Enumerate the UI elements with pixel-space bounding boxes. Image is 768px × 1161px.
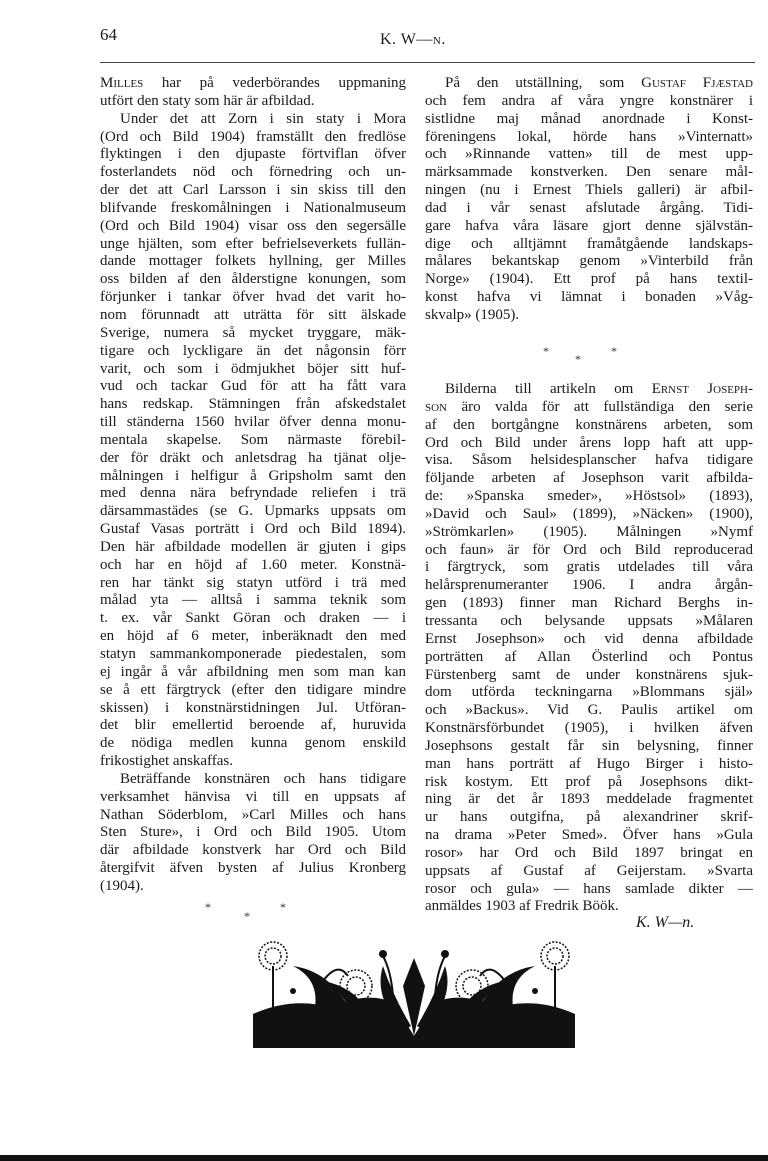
text-line: Beträffande konstnären och hans tidigare [120, 770, 406, 787]
text-line: vud och tackar Gud för att ha fått vara [100, 378, 406, 395]
text-line: (Ord och Bild 1904) framställt den fredlöse [100, 128, 406, 145]
text-line [100, 75, 406, 93]
text-line: och »Backus». Vid G. Paulis artikel om [425, 702, 753, 719]
dandelion-vignette-icon [253, 936, 575, 1048]
text-line: oss bilden af den ålderstigne konungen, som [100, 271, 406, 288]
text-line: de nödiga medlen kunna genom enskild [100, 735, 406, 752]
text-line: uppsats af Gustaf af Geijerstam. »Svarta [425, 862, 753, 879]
text-line: rosor» har Ord och Bild 1897 bringat en [425, 844, 753, 861]
text-line: Josephsons gestalt får sin belysning, finner [425, 737, 753, 754]
author-signature: K. W—n. [636, 914, 695, 931]
section-asterisk: * [280, 900, 286, 914]
text-line: Ernst Josephson» och vid denna afbildade [425, 630, 753, 647]
text-line: i färgtryck, som gratis utdelades till våra [425, 559, 753, 576]
text-line: och fem andra af våra yngre konstnärer i [425, 92, 753, 109]
text-line: man hans porträtt af Hugo Birger i histo- [425, 755, 753, 772]
text-line: tigare och lyckligare än det någonsin förr [100, 342, 406, 359]
text-line: hans redskap. Stämningen från afskedstalet [100, 396, 406, 413]
text-line: rosor och gula» — hans samlade dikter — [425, 880, 753, 897]
text-segment: har på vederbörandes uppmaning [143, 75, 406, 91]
text-line: konst hafva vi lämnat i bonaden »Våg- [425, 289, 753, 306]
text-line: varit, och som i ödmjukhet böjer sitt huf- [100, 360, 406, 377]
text-line: skissen) i konstnärstidningen Jul. Utföran- [100, 699, 406, 716]
text-line: »Strömkarlen» (1905). Målningen »Nymf [425, 523, 753, 540]
text-line: helårsprenumeranter 1906. I andra årgån- [425, 577, 753, 594]
text-line: Gustaf Vasas porträtt i Ord och Bild 1894). [100, 521, 406, 538]
text-line: flyktingen i den djupaste förtviflan öfver [100, 146, 406, 163]
text-segment: äro valda för att fullständiga den serie [447, 398, 753, 415]
text-line: Under det att Zorn i sin staty i Mora [120, 110, 406, 127]
page-number: 64 [100, 25, 117, 44]
text-line: verksamhet hänvisa vi till en uppsats af [100, 788, 406, 805]
text-line: och »Rinnande vatten» till de mest upp- [425, 146, 753, 163]
text-line: målningen i helfigur å Gripsholm samt den [100, 467, 406, 484]
text-line: gare hafva våra läsare gjort denne självstän- [425, 217, 753, 234]
text-line: sistlidne maj månad anordnade i Konst- [425, 110, 753, 127]
text-line: gen (1893) finner man Richard Berghs in- [425, 595, 753, 612]
text-line [425, 381, 753, 399]
text-line: Fürstenberg samt de under konstnärens sjuk- [425, 666, 753, 683]
running-head [380, 31, 446, 49]
text-line: fosterlandets nöd och förnedring och un- [100, 164, 406, 181]
text-line: återgifvit äfven bysten af Julius Kronberg [100, 860, 406, 877]
small-caps-name: son [425, 398, 448, 415]
text-line: Norge» (1904). Ett prof på hans textil- [425, 271, 753, 288]
text-line: nom förunnadt att uträtta för sitt älskade [100, 306, 406, 323]
text-line: ning är det år 1893 meddelade fragmentet [425, 791, 753, 808]
text-line: frikostighet anskaffas. [100, 753, 234, 770]
text-line: och har en höjd af 1.60 meter. Konstnä- [100, 556, 406, 573]
text-line: dige och alltjämnt framåtgående landskaps- [425, 235, 753, 252]
right-column-fjaestad-section [425, 75, 753, 325]
section-asterisk: * [575, 352, 581, 366]
text-line: därsammastädes (se G. Upmarks uppsats om [100, 503, 406, 520]
left-column [100, 75, 406, 896]
text-line: märksammade konstverken. Den senare mål- [425, 164, 753, 181]
text-line: na drama »Peter Smed». Öfver hans »Gula [425, 827, 753, 844]
small-caps-name: Ernst Joseph- [651, 381, 753, 397]
text-line: porträtten af Allan Österlind och Pontus [425, 648, 753, 665]
text-line: tressanta och belysande uppsats »Målaren [425, 612, 753, 629]
section-asterisk: * [205, 900, 211, 914]
text-line: Ord och Bild under årens lopp haft att upp- [425, 434, 753, 451]
text-line: Den här afbildade modellen är gjuten i gips [100, 538, 406, 555]
text-segment: På den utställning, som [445, 75, 642, 91]
text-line: Nathan Söderblom, »Carl Milles och hans [100, 806, 406, 823]
small-caps-name: Gustaf Fjæstad [641, 75, 753, 91]
text-line: statyn sammankomponerade piedestalen, som [100, 646, 406, 662]
text-line: (Ord och Bild 1904) visar oss den segersälle [100, 217, 406, 234]
text-line: anmäldes 1903 af Fredrik Böök. [425, 898, 619, 915]
text-line: målares bekantskap genom »Vinterbild från [425, 253, 753, 270]
small-caps-name: Milles [100, 75, 144, 91]
header-rule [100, 62, 755, 63]
text-line: visa. Såsom helsidesplanscher hafva tidigare [425, 452, 753, 469]
text-line: med denna nära befryndade reliefen i trä [100, 485, 406, 502]
text-line: dad i vår senast afslutade årgång. Tidi- [425, 199, 753, 216]
text-line: dom utförda teckningarna »Blommans själ» [425, 684, 753, 701]
scan-edge [0, 1155, 768, 1161]
section-asterisk: * [543, 344, 549, 358]
text-line [425, 75, 753, 93]
text-line: föreningens lokal, hörde hans »Vinternatt» [425, 128, 753, 145]
text-line: risk kostym. Ett prof på Josephsons dikt- [425, 773, 753, 790]
text-line: följande arbeten af Josephson varit afbilda- [425, 470, 753, 487]
text-line: en höjd af 6 meter, inberäknadt den med [100, 628, 406, 645]
text-line: blifvande freskomålningen i Nationalmuseum [100, 199, 406, 216]
text-line [425, 399, 753, 417]
text-line: ej ingår å vår afbildning men som man kan [100, 663, 406, 680]
text-line: se å ett färgtryck (efter den tidigare mindre [100, 681, 406, 698]
text-line: af den bortgångne konstnärens arbeten, som [425, 416, 753, 433]
text-line: det blir emellertid beroende af, huruvida [100, 717, 406, 734]
running-head-rest: —n. [416, 31, 446, 48]
text-line: ren har tänkt sig statyn utförd i trä med [100, 574, 406, 591]
text-line: der för dräkt och anletsdrag ha tjänat olje- [100, 449, 406, 466]
text-line: ningen (nu i Ernest Thiels galleri) är afbil- [425, 182, 753, 199]
text-line: Sten Sture», i Ord och Bild 1905. Utom [100, 824, 406, 841]
section-asterisk: * [611, 344, 617, 358]
text-segment: Bilderna till artikeln om [445, 381, 652, 397]
text-line: de: »Spanska smeder», »Höstsol» (1893), [425, 488, 753, 505]
text-line: utfört den staty som här är afbildad. [100, 92, 315, 109]
text-line: der det att Carl Larsson i sin skiss till den [100, 182, 406, 199]
text-line: Sverige, numera så mycket tryggare, mäk- [100, 324, 406, 341]
text-line: till ständerna 1560 hvilar öfver denna monu- [100, 414, 406, 431]
text-line: målad yta — alltså i samma teknik som [100, 592, 406, 609]
text-line: skvalp» (1905). [425, 306, 520, 323]
text-line: Konstnärsförbundet (1905), i hvilken äfven [425, 720, 753, 737]
text-line: unge hjälten, som efter befrielseverkets fullän- [100, 235, 406, 252]
right-column-josephson-section [425, 381, 753, 916]
text-line: där afbildade konstverk har Ord och Bild [100, 842, 406, 859]
text-line: förjunker i tankar öfver hvad det varit ho- [100, 289, 406, 306]
text-line: ur hans outgifna, på alexandriner skrif- [425, 809, 753, 826]
text-line: och faun» är för Ord och Bild reproducerad [425, 541, 753, 558]
text-line: »David och Saul» (1899), »Näcken» (1900), [425, 505, 753, 522]
text-line: t. ex. vår Sankt Göran och draken — i [100, 610, 406, 627]
running-head-initial: K. W [380, 31, 417, 48]
text-line: (1904). [100, 877, 144, 894]
text-line: dande mottager folkets hyllning, ger Milles [100, 253, 406, 270]
text-line: mentala skapelse. Som närmaste förebil- [100, 431, 406, 448]
section-asterisk: * [244, 909, 250, 923]
